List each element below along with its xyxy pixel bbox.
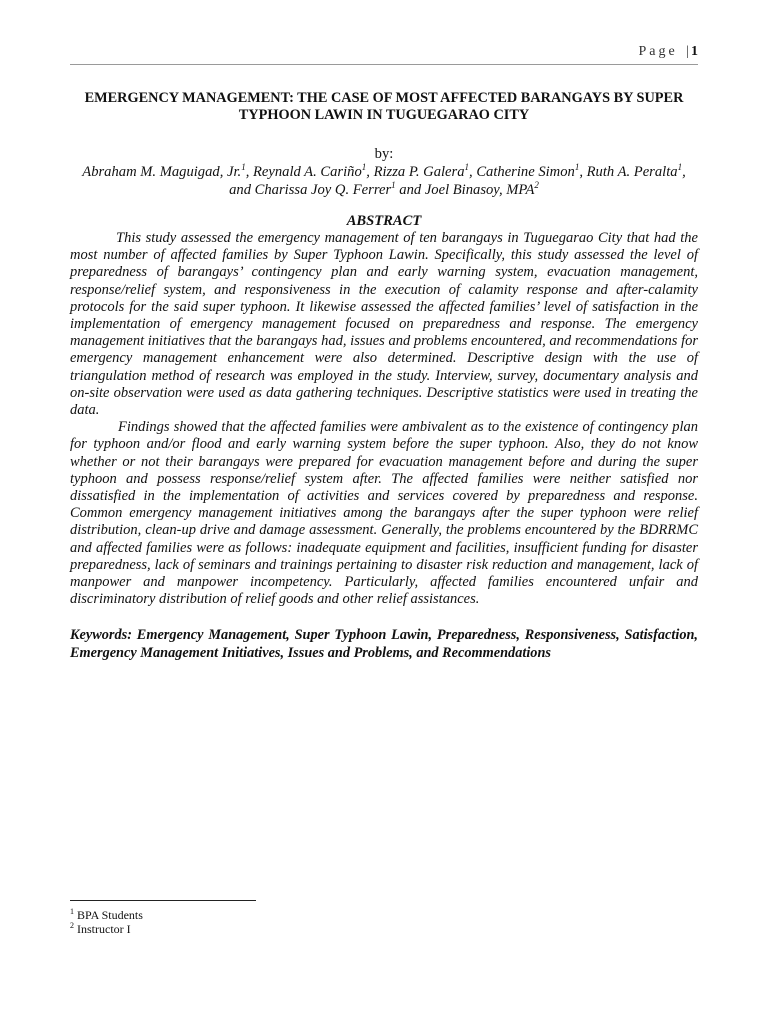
- author-name: Charissa Joy Q. Ferrer: [254, 182, 392, 198]
- paper-title: EMERGENCY MANAGEMENT: THE CASE OF MOST AFFECTED BARANGAYS BY SUPER TYPHOON LAWIN IN TUGUEGARAO CITY: [84, 90, 684, 123]
- author-name: Abraham M. Maguigad, Jr.: [82, 164, 242, 180]
- author-name: Joel Binasoy, MPA: [424, 182, 535, 198]
- by-label: by:: [374, 146, 394, 162]
- footnote-mark: 2: [70, 921, 74, 930]
- footnote: [70, 922, 143, 936]
- footnote-mark: 1: [70, 907, 74, 916]
- footnotes: [70, 908, 143, 936]
- author-separator: ,: [579, 164, 587, 180]
- author-name: Rizza P. Galera: [373, 164, 465, 180]
- author-separator: ,: [469, 164, 477, 180]
- footnote-text: Instructor I: [77, 922, 131, 936]
- author-separator: , and: [229, 164, 686, 198]
- footnote-text: BPA Students: [77, 908, 143, 922]
- author-separator: ,: [366, 164, 374, 180]
- abstract-paragraph: Findings showed that the affected families were ambivalent as to the existence of contingency plan for typhoon and/or flood and early warning system before the super typhoon. Also, they do not know whether or not their barangays were prepared for evacuation management before and during the super typhoon and possess response/relief system after. The affected families were neither satisfied nor dissatisfied in the implementation of activities and services covered by preparedness and response. Common emergency management initiatives among the barangays after the super typhoon were relief distribution, clean-up drive and damage assessment. Generally, the problems encountered by the BDRRMC and affected families were as follows: inadequate equipment and facilities, insufficient funding for disaster preparedness, lack of seminars and trainings pertaining to disaster risk reduction and management, lack of manpower and manpower incompetency. Particularly, affected families encountered unfair and discriminatory distribution of relief goods and other relief assistances.: [70, 419, 698, 608]
- author-name: Catherine Simon: [476, 164, 575, 180]
- keywords: Keywords: Emergency Management, Super Typhoon Lawin, Preparedness, Responsiveness, Satisfaction, Emergency Management Initiatives, Issues and Problems, and Recommendations: [70, 627, 698, 662]
- abstract-paragraph: This study assessed the emergency management of ten barangays in Tuguegarao City that had the most number of affected families by Super Typhoon Lawin. Specifically, this study assessed the level of preparedness of barangays’ contingency plan and early warning system, evacuation management, response/relief system, and responsiveness in the execution of calamity response and after-calamity protocols for the said super typhoon. It likewise assessed the affected families’ level of satisfaction in the implementation of emergency management focused on preparedness and response. The emergency management initiatives that the barangays had, issues and problems encountered, and recommendations for emergency management enhancement were also determined. Descriptive design with the use of triangulation method of research was employed in the study. Interview, survey, documentary analysis and on-site observation were used as data gathering techniques. Descriptive statistics were used in treating the data.: [70, 230, 698, 419]
- abstract-heading: ABSTRACT: [346, 213, 422, 229]
- author-affiliation-mark: 1: [391, 180, 396, 191]
- footnote: [70, 908, 143, 922]
- page-label: Page: [638, 44, 678, 59]
- page-header: [638, 44, 698, 60]
- author-affiliation-mark: 1: [574, 162, 580, 173]
- author-affiliation-mark: 1: [677, 162, 683, 173]
- author-name: Ruth A. Peralta: [586, 164, 678, 180]
- author-list: [70, 163, 698, 199]
- header-rule: [70, 64, 698, 65]
- page-separator: |: [686, 44, 689, 59]
- author-affiliation-mark: 2: [534, 180, 539, 191]
- author-name: Reynald A. Cariño: [252, 164, 362, 180]
- paper-body: [70, 90, 698, 662]
- author-separator: and: [395, 182, 425, 198]
- author-affiliation-mark: 1: [361, 162, 367, 173]
- author-affiliation-mark: 1: [464, 162, 470, 173]
- footnote-rule: [70, 900, 256, 901]
- author-separator: ,: [245, 164, 253, 180]
- page-number: 1: [691, 44, 698, 59]
- author-affiliation-mark: 1: [241, 162, 246, 173]
